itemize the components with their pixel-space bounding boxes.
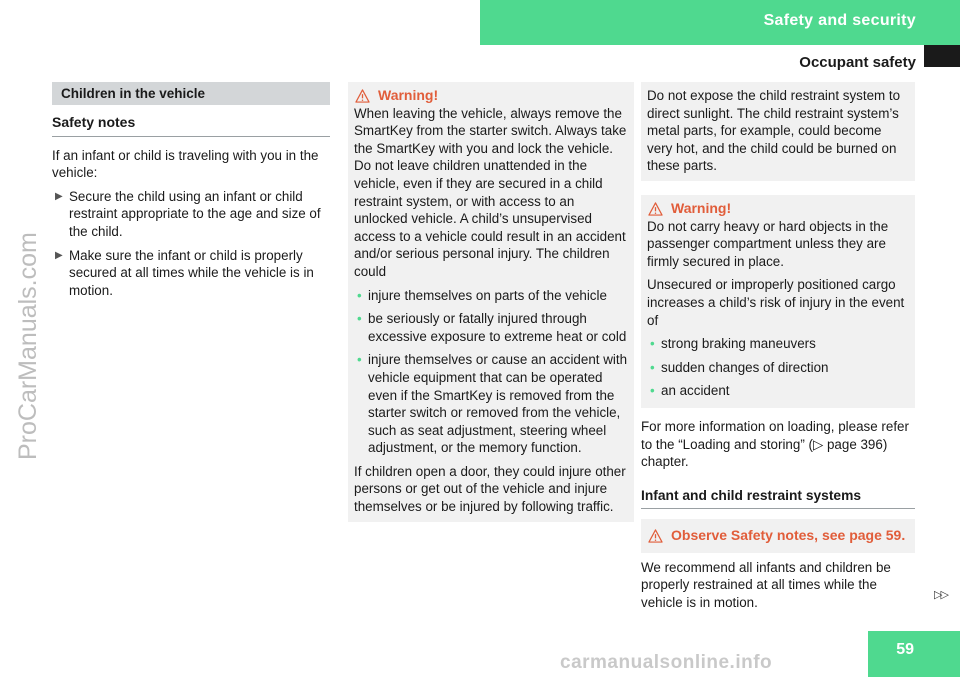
- list-item: • sudden changes of direction: [647, 359, 909, 377]
- safety-notes-heading: Safety notes: [52, 114, 330, 137]
- continue-arrow-icon: ▷▷: [934, 589, 947, 601]
- loading-reference: For more information on loading, please refer to the “Loading and storing” (▷ page 396) chapter.: [641, 418, 909, 470]
- warning-title: Warning!: [671, 199, 732, 216]
- list-item: • injure themselves on parts of the vehicle: [354, 287, 628, 305]
- warning-title-row: [354, 87, 628, 105]
- header-subsection-title: Occupant safety: [799, 54, 916, 71]
- step-arrow-icon: ▶: [55, 249, 63, 261]
- list-item: • injure themselves or cause an accident with vehicle equipment that can be operated even if the SmartKey is removed from the starter switch or removed from the vehicle, such as seat adjustment, steering wheel adjustment, or the memory function.: [354, 351, 628, 457]
- observe-title-row: [647, 527, 909, 545]
- event-list: [647, 335, 909, 400]
- header-section-tab: [480, 0, 960, 45]
- recommend-paragraph: We recommend all infants and children be properly restrained at all times while the vehicle is in motion.: [641, 559, 891, 611]
- warning-text: When leaving the vehicle, always remove the SmartKey from the starter switch. Always take the SmartKey with you and lock the vehicle. Do not leave children unattended in the vehicle, even if they are secured in a child restraint system, or with access to an unlocked vehicle. A child’s unsupervised access to a vehicle could result in an accident and/or serious personal injury. The children could: [354, 105, 627, 279]
- column-1: [52, 82, 330, 299]
- warning-title-row: [647, 200, 909, 218]
- restraint-systems-heading: Infant and child restraint systems: [641, 487, 915, 510]
- warning-triangle-icon: [355, 89, 370, 103]
- observe-title: Observe Safety notes, see page 59.: [671, 527, 906, 544]
- warning-text-2: Unsecured or improperly positioned cargo increases a child’s risk of injury in the event of: [647, 277, 905, 328]
- step-text: Make sure the infant or child is properly secured at all times while the vehicle is in motion.: [69, 247, 314, 298]
- step-text: Secure the child using an infant or child restraint appropriate to the age and size of the child.: [69, 188, 321, 239]
- list-item: • be seriously or fatally injured through excessive exposure to extreme heat or cold: [354, 310, 628, 345]
- list-item: • an accident: [647, 382, 909, 400]
- header-section-title: Safety and security: [763, 12, 916, 29]
- column-3: [641, 82, 915, 612]
- page-number: 59: [896, 641, 914, 658]
- step-arrow-icon: ▶: [55, 190, 63, 202]
- sunlight-note-box: [641, 82, 915, 181]
- page-number-tab: [868, 631, 960, 677]
- bottom-watermark: carmanualsonline.info: [560, 652, 773, 673]
- instruction-step: [52, 188, 330, 241]
- warning-text: Do not carry heavy or hard objects in the passenger compartment unless they are firmly secured in place.: [647, 218, 889, 269]
- instruction-step: [52, 247, 330, 300]
- intro-paragraph: If an infant or child is traveling with you in the vehicle:: [52, 147, 319, 181]
- warning-box-children: [348, 82, 634, 522]
- header-corner-block: [924, 45, 960, 67]
- section-title-bar: Children in the vehicle: [52, 82, 330, 105]
- warning-title: Warning!: [378, 87, 439, 103]
- warning-triangle-icon: [648, 202, 663, 216]
- observe-note-box: [641, 519, 915, 553]
- list-item: • strong braking maneuvers: [647, 335, 909, 353]
- warning-triangle-icon: [648, 529, 663, 543]
- warning-box-cargo: [641, 195, 915, 408]
- closing-paragraph: If children open a door, they could injure other persons or get out of the vehicle and injure themselves or be injured by following traffic.: [354, 463, 626, 515]
- side-watermark: ProCarManuals.com: [14, 232, 42, 460]
- risk-list: [354, 287, 628, 457]
- sunlight-text: Do not expose the child restraint system to direct sunlight. The child restraint system’s metal parts, for example, could become very hot, and the child could be burned on these parts.: [647, 88, 901, 174]
